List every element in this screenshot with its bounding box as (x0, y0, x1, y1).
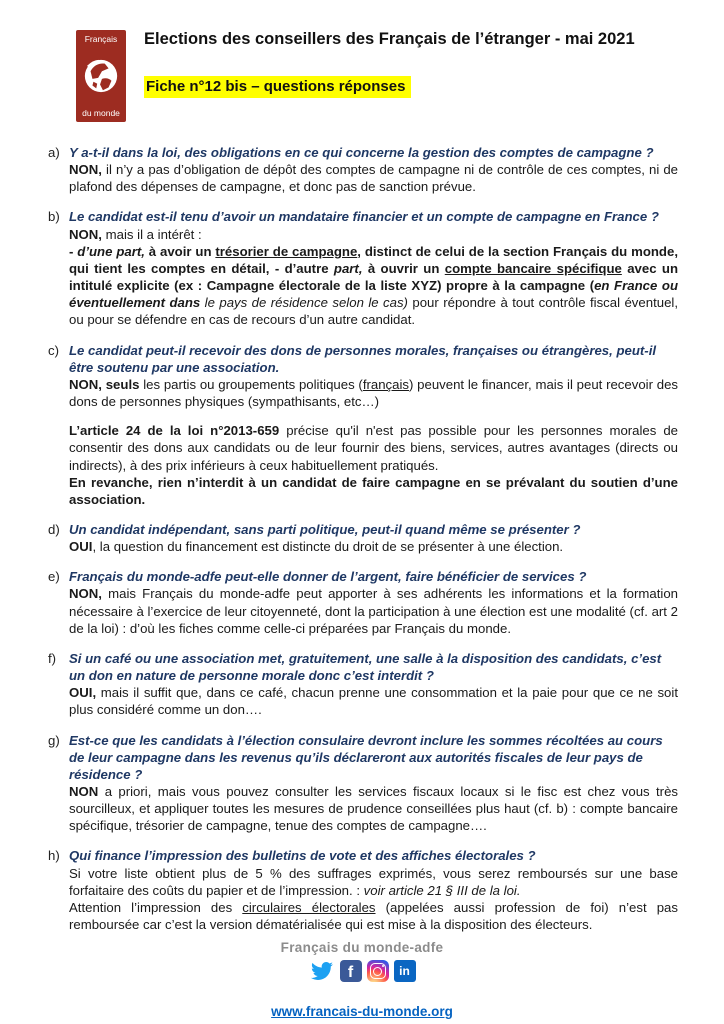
qa-item-letter: b) (48, 209, 60, 225)
text-segment: mais il a intérêt : (101, 226, 202, 242)
text-segment: Qui finance l’impression des bulletins de vote et des affiches électorales ? (69, 848, 536, 864)
text-segment: Le candidat est-il tenu d’avoir un mandataire financier et un compte de campagne en France ? (69, 209, 659, 225)
qa-item-letter: a) (48, 145, 60, 160)
text-segment: voir article 21 § III de la loi. (363, 882, 521, 898)
qa-item-body (69, 342, 678, 508)
text-segment: le pays de résidence selon le cas) (200, 295, 408, 311)
text-segment: a priori, mais vous pouvez consulter les services fiscaux locaux si le fisc est chez vous très sourcilleux, et appliquer toutes les mesures de prudence conseillées plus haut (cf. b) : compte bancaire spécifique, trésorier de campagne, tenue des comptes de campagne…. (69, 784, 678, 834)
answer-paragraph (69, 899, 678, 933)
text-segment: français (362, 376, 410, 392)
qa-item-letter: d) (48, 521, 60, 537)
text-segment: avec un intitulé explicite (ex : Campagne électorale de la liste XYZ) propre à la campagne ( (69, 260, 679, 294)
text-segment: les partis ou groupements politiques ( (139, 376, 363, 392)
answer-paragraph (69, 538, 678, 555)
text-segment: En revanche, rien n’interdit à un candidat de faire campagne en se prévalant du soutien d’une association. (69, 474, 678, 507)
question-text (69, 342, 678, 376)
social-icons-row (0, 959, 724, 983)
qa-item-letter: h) (48, 848, 60, 864)
text-segment: mais Français du monde-adfe peut apporter à ses adhérents les informations et la formation nécessaire à l’exercice de leur citoyenneté, dont la participation à une élection est une modalité (cf. art 2 de la loi) : d’où les fiches comme celle-ci préparées par Français du monde. (69, 586, 678, 636)
qa-item-letter: c) (48, 342, 59, 358)
facebook-icon[interactable] (340, 960, 362, 982)
text-segment: , la question du financement est distincte du droit de se présenter à une élection. (92, 539, 564, 555)
text-segment: d’une part, (77, 243, 145, 259)
text-segment: Un candidat indépendant, sans parti politique, peut-il quand même se présenter ? (69, 521, 581, 537)
text-segment: il n’y a pas d’obligation de dépôt des comptes de campagne ni de contrôle de ces comptes, ni de plafond des dépenses de campagne, et donc pas de sanction prévue. (69, 162, 678, 195)
text-segment: à ouvrir un (362, 260, 445, 276)
text-segment: mais il suffit que, dans ce café, chacun prenne une consommation et la paie pour que ce ne soit plus considéré comme un don…. (69, 685, 678, 718)
answer-paragraph (69, 865, 678, 899)
text-segment: Le candidat peut-il recevoir des dons de personnes morales, françaises ou étrangères, peut-il être soutenu par une association. (69, 342, 657, 375)
answer-paragraph (69, 585, 678, 636)
qa-item (48, 208, 678, 328)
qa-item-letter: g) (48, 732, 60, 748)
answer-paragraph (69, 422, 678, 473)
linkedin-icon[interactable] (394, 960, 416, 982)
text-segment: pour répondre à tout contrôle fiscal éventuel, ou pour se défendre en cas de recours d’un autre candidat. (69, 295, 678, 328)
logo-text-top: Français (84, 34, 118, 44)
logo-text-bottom: du monde (82, 107, 120, 118)
text-segment: trésorier de campagne (215, 243, 358, 259)
text-segment: Français du monde-adfe peut-elle donner de l’argent, faire bénéficier de services ? (69, 569, 587, 585)
qa-item-letter: e) (48, 569, 60, 585)
qa-item (48, 342, 678, 508)
qa-list (48, 144, 678, 946)
francais-du-monde-logo (76, 30, 126, 122)
question-text (69, 847, 678, 864)
qa-item (48, 568, 678, 637)
text-segment: compte bancaire spécifique (444, 260, 622, 276)
qa-item-body (69, 847, 678, 933)
website-link[interactable]: www.francais-du-monde.org (271, 1004, 453, 1019)
text-segment: - (69, 243, 78, 259)
text-segment: ) peuvent le financer, mais il peut recevoir des dons de personnes physiques (sympathisants, etc…) (69, 376, 678, 410)
answer-paragraph (69, 783, 678, 834)
text-segment: en France ou éventuellement dans (69, 278, 678, 311)
text-segment: Si votre liste obtient plus de 5 % des suffrages exprimés, vous serez remboursés sur une base forfaitaire des coûts du papier et de l’impression. : (69, 865, 678, 898)
globe-icon (82, 57, 120, 95)
text-segment: OUI (69, 539, 93, 555)
text-segment: OUI, (69, 685, 97, 701)
text-segment: NON, (69, 226, 102, 242)
text-segment: , distinct de celui de la section Français du monde, qui tient les comptes en détail, - d’autre (69, 243, 678, 276)
answer-paragraph (69, 474, 678, 508)
camera-flash-dot (382, 965, 384, 967)
footer-org-name: Français du monde-adfe (280, 940, 444, 955)
qa-item-letter: f) (48, 650, 57, 666)
document-footer (0, 940, 724, 1021)
facebook-glyph: f (347, 963, 354, 981)
qa-item-body (69, 144, 678, 195)
text-segment: Si un café ou une association met, gratuitement, une salle à la disposition des candidats, c’est un don en nature de personne morale donc c’est interdit ? (69, 650, 662, 684)
text-segment: à avoir un (144, 243, 216, 259)
question-text (69, 208, 678, 225)
qa-item (48, 521, 678, 555)
qa-item (48, 650, 678, 719)
question-text (69, 650, 678, 684)
qa-item-body (69, 650, 678, 719)
text-segment: NON, (69, 162, 102, 178)
twitter-icon[interactable] (309, 960, 335, 982)
text-segment: L’article 24 de la loi n°2013-659 (69, 423, 280, 439)
qa-item-body (69, 521, 678, 555)
qa-item-body (69, 568, 678, 637)
text-segment: circulaires électorales (242, 899, 376, 915)
answer-paragraph (69, 226, 678, 243)
qa-item-body (69, 208, 678, 328)
answer-paragraph (69, 376, 678, 410)
camera-lens (373, 967, 382, 976)
question-text (69, 732, 678, 783)
text-segment: NON (69, 784, 99, 799)
qa-item (48, 732, 678, 835)
text-segment: NON, (69, 586, 102, 602)
qa-item (48, 847, 678, 933)
text-segment: Attention l’impression des (69, 899, 243, 915)
answer-paragraph (69, 243, 678, 329)
text-segment: (appelées aussi profession de foi) n’est pas remboursée car c’est la version dématérialisée qui est mise à la disposition des électeurs. (69, 899, 678, 933)
document-title: Elections des conseillers des Français de l’étranger - mai 2021 (144, 30, 635, 48)
question-text (69, 521, 678, 538)
text-segment: précise qu'il n'est pas possible pour les personnes morales de consentir des dons aux candidats ou de leur fournir des biens, services, autres avantages (directs ou indirects), à des prix inférieurs à ceux habituellement pratiqués. (69, 423, 678, 473)
qa-item (48, 144, 678, 195)
qa-item-body (69, 732, 678, 835)
instagram-icon[interactable] (367, 960, 389, 982)
answer-paragraph (69, 684, 678, 718)
question-text (69, 144, 678, 161)
text-segment: part, (333, 260, 363, 276)
text-segment: Est-ce que les candidats à l’élection consulaire devront inclure les sommes récoltées au cours de leur campagne dans les revenus qu’ils déclareront aux autorités fiscales de leur pays de résidence ? (69, 732, 663, 782)
document-subtitle: Fiche n°12 bis – questions réponses (144, 76, 411, 98)
linkedin-glyph: in (399, 964, 410, 978)
answer-paragraph (69, 161, 678, 195)
text-segment: NON, seuls (69, 376, 140, 392)
question-text (69, 568, 678, 585)
text-segment: Y a-t-il dans la loi, des obligations en ce qui concerne la gestion des comptes de campagne ? (69, 145, 654, 160)
